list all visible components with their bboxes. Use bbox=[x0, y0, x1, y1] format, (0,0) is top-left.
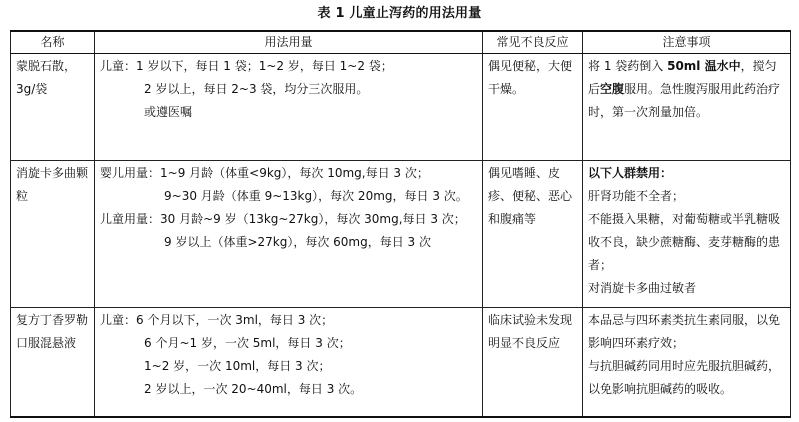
drug-name-cell bbox=[11, 54, 95, 161]
usage-line: 9 岁以上（体重>27kg），每次 60mg，每日 3 次 bbox=[164, 235, 431, 249]
usage-line: 2 岁以上，每日 2~3 袋，均分三次服用。 bbox=[144, 82, 369, 96]
notes-cell bbox=[583, 161, 791, 308]
notes-emphasis: 50ml 温水中 bbox=[667, 59, 741, 73]
drug-name-cell bbox=[11, 161, 95, 308]
adverse-cell bbox=[483, 161, 583, 308]
notes-fragment: 将 1 袋药倒入 bbox=[588, 59, 668, 73]
dosage-table bbox=[10, 30, 791, 418]
notes-fragment: 服用。急性腹泻服用此药治疗时，第一次剂量加倍。 bbox=[588, 82, 781, 119]
drug-name: 复方丁香罗勒口服混悬液 bbox=[16, 313, 89, 350]
drug-name-cell bbox=[11, 308, 95, 418]
column-header-adverse: 常见不良反应 bbox=[483, 31, 583, 54]
notes-item: 与抗胆碱药同用时应先服抗胆碱药，以免影响抗胆碱药的吸收。 bbox=[588, 359, 781, 396]
drug-name: 蒙脱石散，3g/袋 bbox=[16, 59, 77, 96]
notes-item: 肝肾功能不全者； bbox=[588, 189, 685, 203]
usage-line: 9~30 月龄（体重 9~13kg），每次 20mg，每日 3 次。 bbox=[164, 189, 468, 203]
usage-cell bbox=[95, 161, 483, 308]
table-caption: 表 1 儿童止泻药的用法用量 bbox=[317, 6, 482, 21]
usage-line: 1~2 岁，一次 10ml，每日 3 次； bbox=[144, 359, 331, 373]
usage-line: 或遵医嘱 bbox=[144, 105, 193, 119]
notes-emphasis: 空腹 bbox=[600, 82, 625, 96]
drug-name: 消旋卡多曲颗粒 bbox=[16, 166, 89, 203]
usage-line: 2 岁以上，一次 20~40ml，每日 3 次。 bbox=[144, 382, 363, 396]
notes-text bbox=[588, 55, 785, 124]
usage-cell bbox=[95, 308, 483, 418]
usage-cell bbox=[95, 54, 483, 161]
table-header-row bbox=[11, 31, 791, 54]
table-row bbox=[11, 54, 791, 161]
column-header-notes: 注意事项 bbox=[583, 31, 791, 54]
usage-line: 儿童用量：30 月龄~9 岁（13kg~27kg），每次 30mg,每日 3 次； bbox=[100, 212, 466, 226]
column-header-usage: 用法用量 bbox=[95, 31, 483, 54]
usage-line: 6 个月~1 岁，一次 5ml，每日 3 次； bbox=[144, 336, 351, 350]
adverse-text: 临床试验未发现明显不良反应 bbox=[488, 313, 573, 350]
adverse-text: 偶见便秘，大便干燥。 bbox=[488, 59, 573, 96]
table-row bbox=[11, 308, 791, 418]
notes-item: 不能摄入果糖，对葡萄糖或半乳糖吸收不良，缺少蔗糖酶、麦芽糖酶的患者； bbox=[588, 212, 781, 272]
notes-cell bbox=[583, 54, 791, 161]
usage-line: 儿童：6 个月以下，一次 3ml，每日 3 次； bbox=[100, 313, 334, 327]
adverse-cell bbox=[483, 54, 583, 161]
usage-line: 婴儿用量：1~9 月龄（体重<9kg），每次 10mg,每日 3 次； bbox=[100, 166, 429, 180]
notes-fragment: ，搅匀后 bbox=[588, 59, 777, 96]
adverse-cell bbox=[483, 308, 583, 418]
notes-item: 本品忌与四环素类抗生素同服，以免影响四环素疗效； bbox=[588, 313, 781, 350]
column-header-name: 名称 bbox=[11, 31, 95, 54]
usage-line: 儿童：1 岁以下，每日 1 袋；1~2 岁，每日 1~2 袋； bbox=[100, 59, 393, 73]
adverse-text: 偶见嗜睡、皮疹、便秘、恶心和腹痛等 bbox=[488, 166, 573, 226]
notes-title: 以下人群禁用： bbox=[588, 166, 673, 180]
notes-item: 对消旋卡多曲过敏者 bbox=[588, 281, 697, 295]
notes-cell bbox=[583, 308, 791, 418]
table-row bbox=[11, 161, 791, 308]
